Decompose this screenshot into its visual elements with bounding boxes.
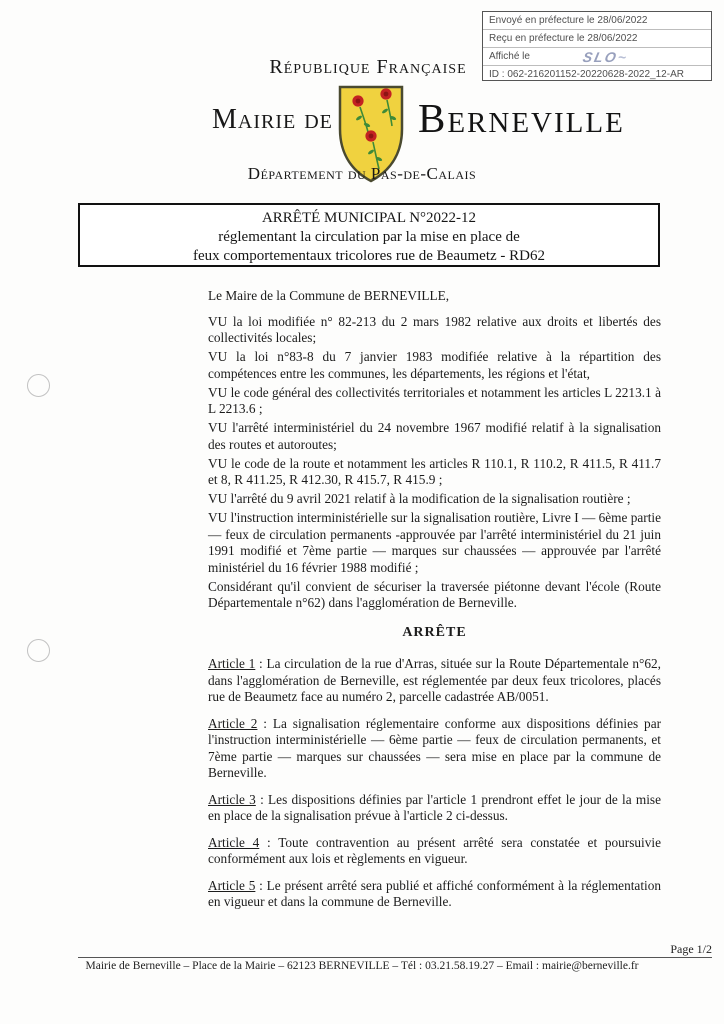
vu-paragraph: VU l'arrêté interministériel du 24 novembre 1967 modifié relatif à la signalisation des routes et autoroutes; [208, 420, 661, 452]
vu-paragraph: VU l'arrêté du 9 avril 2021 relatif à la modification de la signalisation routière ; [208, 491, 631, 506]
article-paragraph [208, 835, 661, 868]
article-separator: : [255, 656, 267, 671]
commune-name-heading: Berneville [418, 95, 625, 141]
article-paragraph [208, 878, 661, 911]
article-paragraph [208, 716, 661, 782]
arrete-title-line3: feux comportementaux tricolores rue de Beaumetz - RD62 [193, 248, 545, 264]
stamp-received-line: Reçu en préfecture le 28/06/2022 [483, 30, 711, 48]
slo-wave-mark: ~ [616, 49, 630, 65]
arrete-title-box [78, 203, 660, 267]
article-label: Article 2 [208, 715, 258, 731]
mairie-de-label: Mairie de [212, 104, 333, 135]
article-paragraph [208, 656, 661, 706]
article-text: Les dispositions définies par l'article 1 prendront effet le jour de la mise en place de la signalisation prévue à l'article 2 ci-dessus. [208, 791, 661, 823]
article-text: La signalisation réglementaire conforme aux dispositions définies par l'instruction interministérielle — 6ème partie — feux de circulation permanents, et 7ème partie — marques sur chaussées — sera mise en place par la commune de Berneville. [208, 715, 662, 780]
footer-address: Mairie de Berneville – Place de la Mairie – 62123 BERNEVILLE – Tél : 03.21.58.19.27 – Email : mairie@berneville.fr [85, 960, 639, 972]
footer-divider [78, 957, 712, 958]
vu-paragraph: VU la loi n°83-8 du 7 janvier 1983 modifiée relative à la répartition des compétences entre les communes, les départements, les régions et l'état, [208, 349, 661, 381]
article-text: Le présent arrêté sera publié et affiché conformément à la réglementation en vigueur et dans la commune de Berneville. [208, 877, 662, 909]
vu-paragraph: VU l'instruction interministérielle sur la signalisation routière, Livre I — 6ème partie — feux de circulation permanents -approuvée par l'arrêté interministériel du 21 juin 1991 modifié et 7ème partie — marques sur chaussées — approuvée par l'arrêté ministériel du 16 février 1988 modifié ; [208, 510, 661, 575]
article-text: La circulation de la rue d'Arras, située sur la Route Départementale n°62, dans l'agglomération de Berneville, est réglementée par deux feux tricolores, placés rue de Beaumetz face au numéro 2, parcelle cadastrée AB/0051. [208, 656, 661, 704]
article-separator: : [255, 791, 269, 807]
articles-list [208, 656, 661, 911]
article-label: Article 4 [208, 834, 260, 850]
departement-heading: Département du Pas-de-Calais [247, 164, 477, 183]
page-number: Page 1/2 [670, 942, 712, 956]
vu-list [208, 314, 661, 577]
article-text: Toute contravention au présent arrêté sera constatée et poursuivie conformément aux lois et règlements en vigueur. [208, 834, 661, 866]
vu-paragraph: VU le code général des collectivités territoriales et notamment les articles L 2213.1 à L 2213.6 ; [208, 384, 661, 416]
article-separator: : [255, 877, 267, 893]
arrete-title-line2: réglementant la circulation par la mise en place de [218, 229, 520, 245]
article-label: Article 3 [208, 791, 256, 807]
vu-paragraph: VU la loi modifiée n° 82-213 du 2 mars 1982 relative aux droits et libertés des collectivités locales; [208, 313, 661, 345]
article-separator: : [259, 834, 279, 850]
arrete-heading: ARRÊTE [402, 624, 467, 640]
slo-watermark-logo: SLO~ [581, 49, 630, 65]
article-label: Article 1 [208, 656, 256, 671]
intro-line: Le Maire de la Commune de BERNEVILLE, [208, 288, 450, 303]
stamp-posted-label: Affiché le [489, 51, 530, 62]
punch-hole-bottom [27, 639, 50, 662]
punch-hole-top [27, 374, 50, 397]
stamp-id-line: ID : 062-216201152-20220628-2022_12-AR [489, 69, 684, 80]
article-separator: : [257, 715, 273, 731]
document-body [208, 288, 661, 921]
stamp-sent-line: Envoyé en préfecture le 28/06/2022 [483, 12, 711, 30]
arrete-title-line1: ARRÊTÉ MUNICIPAL N°2022-12 [261, 210, 477, 226]
article-paragraph [208, 792, 661, 825]
vu-paragraph: VU le code de la route et notamment les articles R 110.1, R 110.2, R 411.5, R 411.7 et 8, R 411.25, R 412.30, R 415.7, R 415.9 ; [208, 455, 661, 487]
considerant-paragraph: Considérant qu'il convient de sécuriser la traversée piétonne devant l'école (Route Départementale n°62) dans l'agglomération de Berneville. [208, 578, 661, 610]
article-label: Article 5 [208, 877, 256, 893]
republique-francaise-heading: République Française [269, 56, 467, 78]
